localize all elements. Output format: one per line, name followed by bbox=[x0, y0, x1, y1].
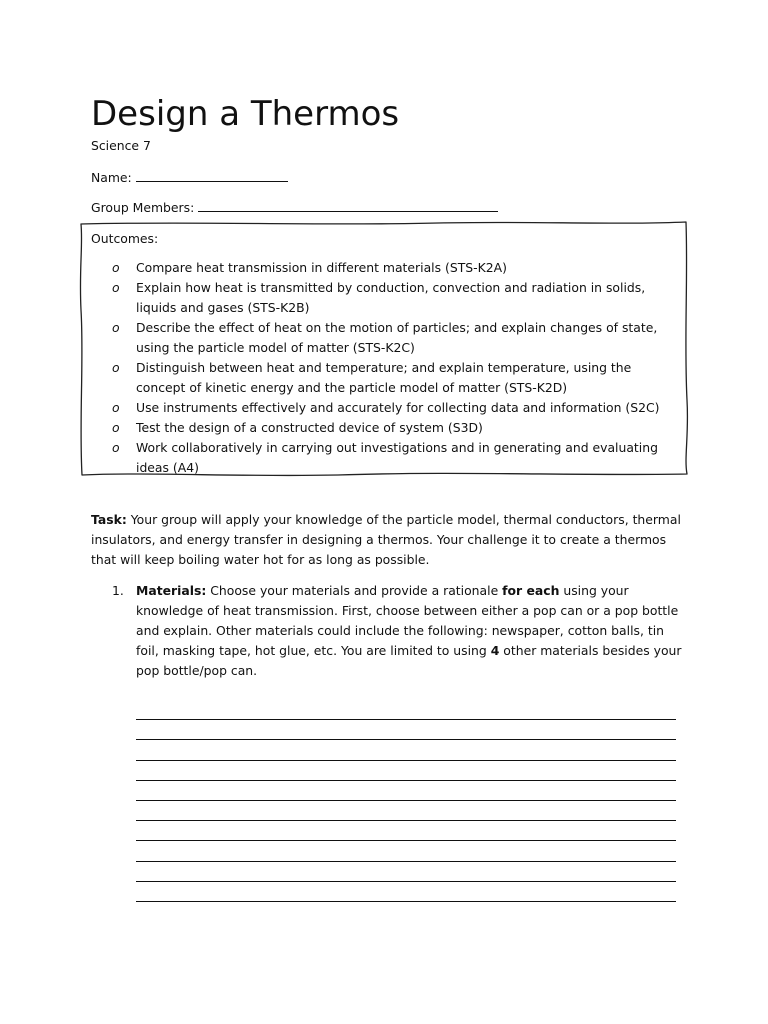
outcome-item bbox=[112, 258, 682, 278]
answer-line[interactable] bbox=[136, 720, 676, 740]
materials-emphasis: for each bbox=[502, 583, 560, 598]
name-blank-line[interactable] bbox=[136, 167, 288, 182]
list-bullet: o bbox=[112, 400, 120, 415]
outcome-item bbox=[112, 318, 682, 358]
course-subtitle: Science 7 bbox=[91, 138, 151, 153]
list-bullet: o bbox=[112, 260, 120, 275]
outcome-item bbox=[112, 358, 682, 398]
group-members-label: Group Members: bbox=[91, 200, 195, 215]
outcome-item bbox=[112, 398, 682, 418]
outcome-text: Use instruments effectively and accurately for collecting data and information (S2C) bbox=[136, 400, 660, 415]
outcome-item bbox=[112, 418, 682, 438]
task-text: Your group will apply your knowledge of the particle model, thermal conductors, thermal insulators, and energy transfer in designing a thermos. Your challenge it to create a thermos that will keep boiling water hot for as long as possible. bbox=[91, 512, 681, 567]
list-bullet: o bbox=[112, 420, 120, 435]
outcome-item bbox=[112, 438, 682, 478]
outcomes-heading: Outcomes: bbox=[91, 231, 159, 246]
name-label: Name: bbox=[91, 170, 132, 185]
materials-emphasis: 4 bbox=[490, 643, 500, 658]
outcomes-list bbox=[112, 258, 682, 478]
materials-label: Materials: bbox=[136, 583, 207, 598]
answer-line[interactable] bbox=[136, 882, 676, 902]
answer-line[interactable] bbox=[136, 821, 676, 841]
task-label: Task: bbox=[91, 512, 127, 527]
materials-text-part: other materials besides your pop bottle/pop can. bbox=[136, 643, 682, 678]
answer-line[interactable] bbox=[136, 862, 676, 882]
outcome-text: Explain how heat is transmitted by conduction, convection and radiation in solids, liquids and gases (STS-K2B) bbox=[136, 280, 646, 315]
outcome-text: Describe the effect of heat on the motion of particles; and explain changes of state, using the particle model of matter (STS-K2C) bbox=[136, 320, 658, 355]
answer-line[interactable] bbox=[136, 740, 676, 760]
materials-text-part: Choose your materials and provide a rationale bbox=[206, 583, 503, 598]
list-bullet: o bbox=[112, 440, 120, 455]
outcome-text: Compare heat transmission in different materials (STS-K2A) bbox=[136, 260, 507, 275]
answer-line[interactable] bbox=[136, 700, 676, 720]
outcome-text: Test the design of a constructed device of system (S3D) bbox=[136, 420, 483, 435]
materials-text-part: using your knowledge of heat transmission. First, choose between either a pop can or a pop bottle and explain. Other materials could include the following: newspaper, cotton balls, tin foil, masking tape, hot glue, etc. You are limited to using bbox=[136, 583, 679, 658]
answer-line[interactable] bbox=[136, 761, 676, 781]
outcome-item bbox=[112, 278, 682, 318]
page-title: Design a Thermos bbox=[91, 94, 400, 134]
answer-line[interactable] bbox=[136, 781, 676, 801]
materials-item bbox=[112, 581, 686, 681]
answer-line[interactable] bbox=[136, 801, 676, 821]
answer-line[interactable] bbox=[136, 841, 676, 861]
outcome-text: Work collaboratively in carrying out investigations and in generating and evaluating ideas (A4) bbox=[136, 440, 658, 475]
list-bullet: o bbox=[112, 360, 120, 375]
answer-lines bbox=[136, 700, 676, 902]
list-number: 1. bbox=[112, 583, 124, 598]
list-bullet: o bbox=[112, 320, 120, 335]
list-bullet: o bbox=[112, 280, 120, 295]
task-paragraph bbox=[91, 510, 691, 570]
group-members-blank-line[interactable] bbox=[198, 197, 498, 212]
group-members-field-row bbox=[91, 197, 498, 218]
name-field-row bbox=[91, 167, 288, 188]
outcome-text: Distinguish between heat and temperature; and explain temperature, using the concept of kinetic energy and the particle model of matter (STS-K2D) bbox=[136, 360, 632, 395]
materials-text bbox=[136, 581, 686, 681]
